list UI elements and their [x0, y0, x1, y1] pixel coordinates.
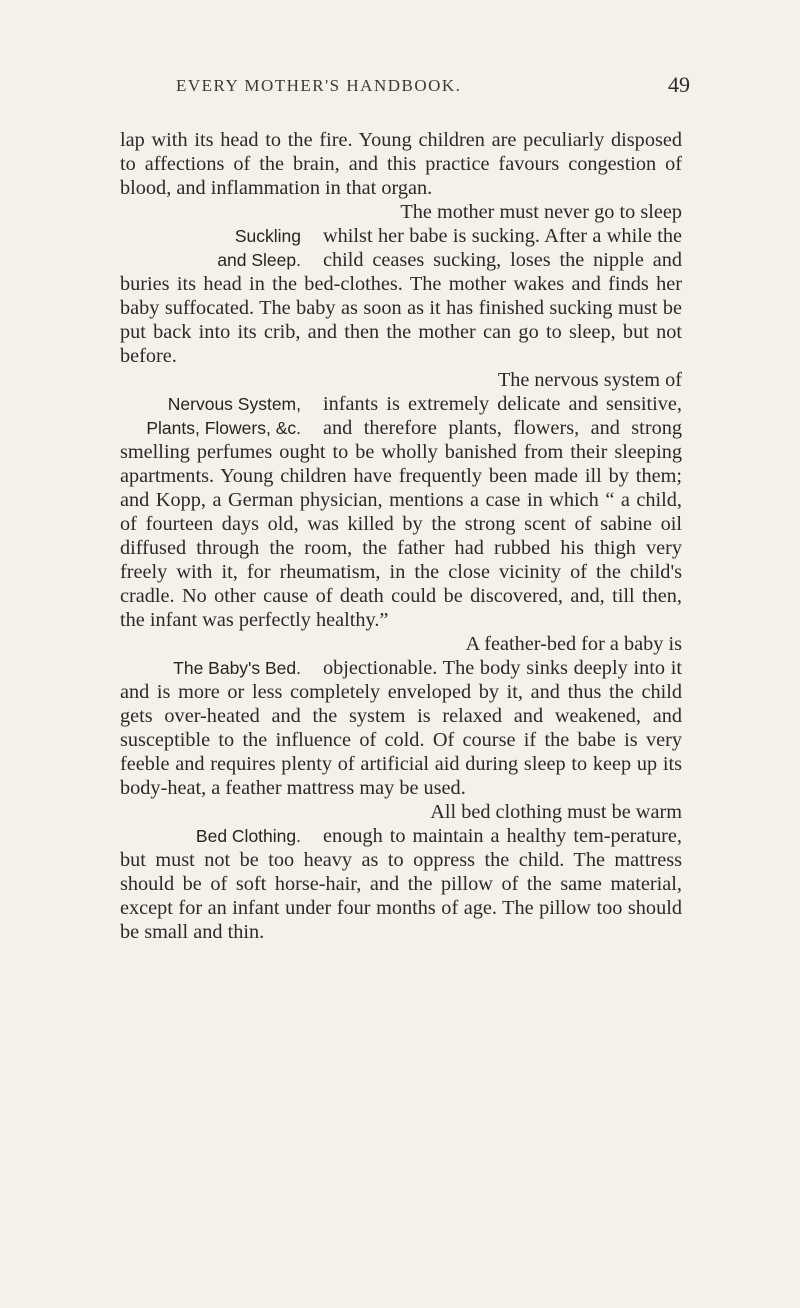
section-text: enough to maintain a healthy tem-perature, but must not be too heavy as to oppress the child. The mattress should be of soft horse-hair, and the pillow of the same material, except for an infant under four months of age. The pillow too should be small and thin. — [120, 825, 682, 943]
page-header — [0, 72, 800, 106]
section-first-line: The nervous system of — [497, 369, 682, 391]
side-heading-line: and Sleep. — [217, 250, 301, 270]
section-suckling — [120, 200, 682, 368]
side-heading-line: Plants, Flowers, &c. — [146, 418, 301, 438]
section-nervous-system — [120, 368, 682, 632]
opening-paragraph: lap with its head to the fire. Young children are peculiarly disposed to affections of the brain, and this practice favours congestion of blood, and inflammation in that organ. — [120, 129, 682, 199]
section-text: infants is extremely delicate and sensitive, and therefore plants, flowers, and strong smelling perfumes ought to be wholly banished from their sleeping apartments. Young children have frequently been made ill by them; and Kopp, a German physician, mentions a case in which “ a child, of fourteen days old, was killed by the strong scent of sabine oil diffused through the room, the father had rubbed his thigh very freely with it, for rheumatism, in the close vicinity of the child's cradle. No other cause of death could be discovered, and, till then, the infant was perfectly healthy.” — [120, 393, 682, 631]
page-number: 49 — [668, 72, 690, 97]
section-text: objectionable. The body sinks deeply into it and is more or less completely enveloped by it, and thus the child gets over-heated and the system is relaxed and weakened, and susceptible to the influence of cold. Of course if the babe is very feeble and requires plenty of artificial aid during sleep to keep up its body-heat, a feather mattress may be used. — [120, 657, 682, 799]
section-text: whilst her babe is sucking. After a while the child ceases sucking, loses the nipple and buries its head in the bed-clothes. The mother wakes and finds her baby suffocated. The baby as soon as it has finished sucking must be put back into its crib, and then the mother can go to sleep, but not before. — [120, 225, 682, 367]
section-first-line: All bed clothing must be warm — [430, 801, 682, 823]
section-babys-bed — [120, 632, 682, 800]
side-heading — [120, 224, 323, 272]
side-heading — [120, 656, 323, 680]
side-heading-line: Bed Clothing. — [195, 826, 301, 846]
side-heading — [120, 392, 323, 440]
section-first-line: A feather-bed for a baby is — [465, 633, 682, 655]
side-heading — [120, 824, 323, 848]
side-heading-line: Nervous System, — [167, 394, 301, 414]
section-bed-clothing — [120, 800, 682, 944]
side-heading-line: The Baby's Bed. — [173, 658, 301, 678]
running-head: EVERY MOTHER'S HANDBOOK. — [176, 76, 462, 95]
side-heading-line: Suckling — [234, 226, 301, 246]
section-first-line: The mother must never go to sleep — [400, 201, 682, 223]
page-body — [120, 128, 682, 944]
